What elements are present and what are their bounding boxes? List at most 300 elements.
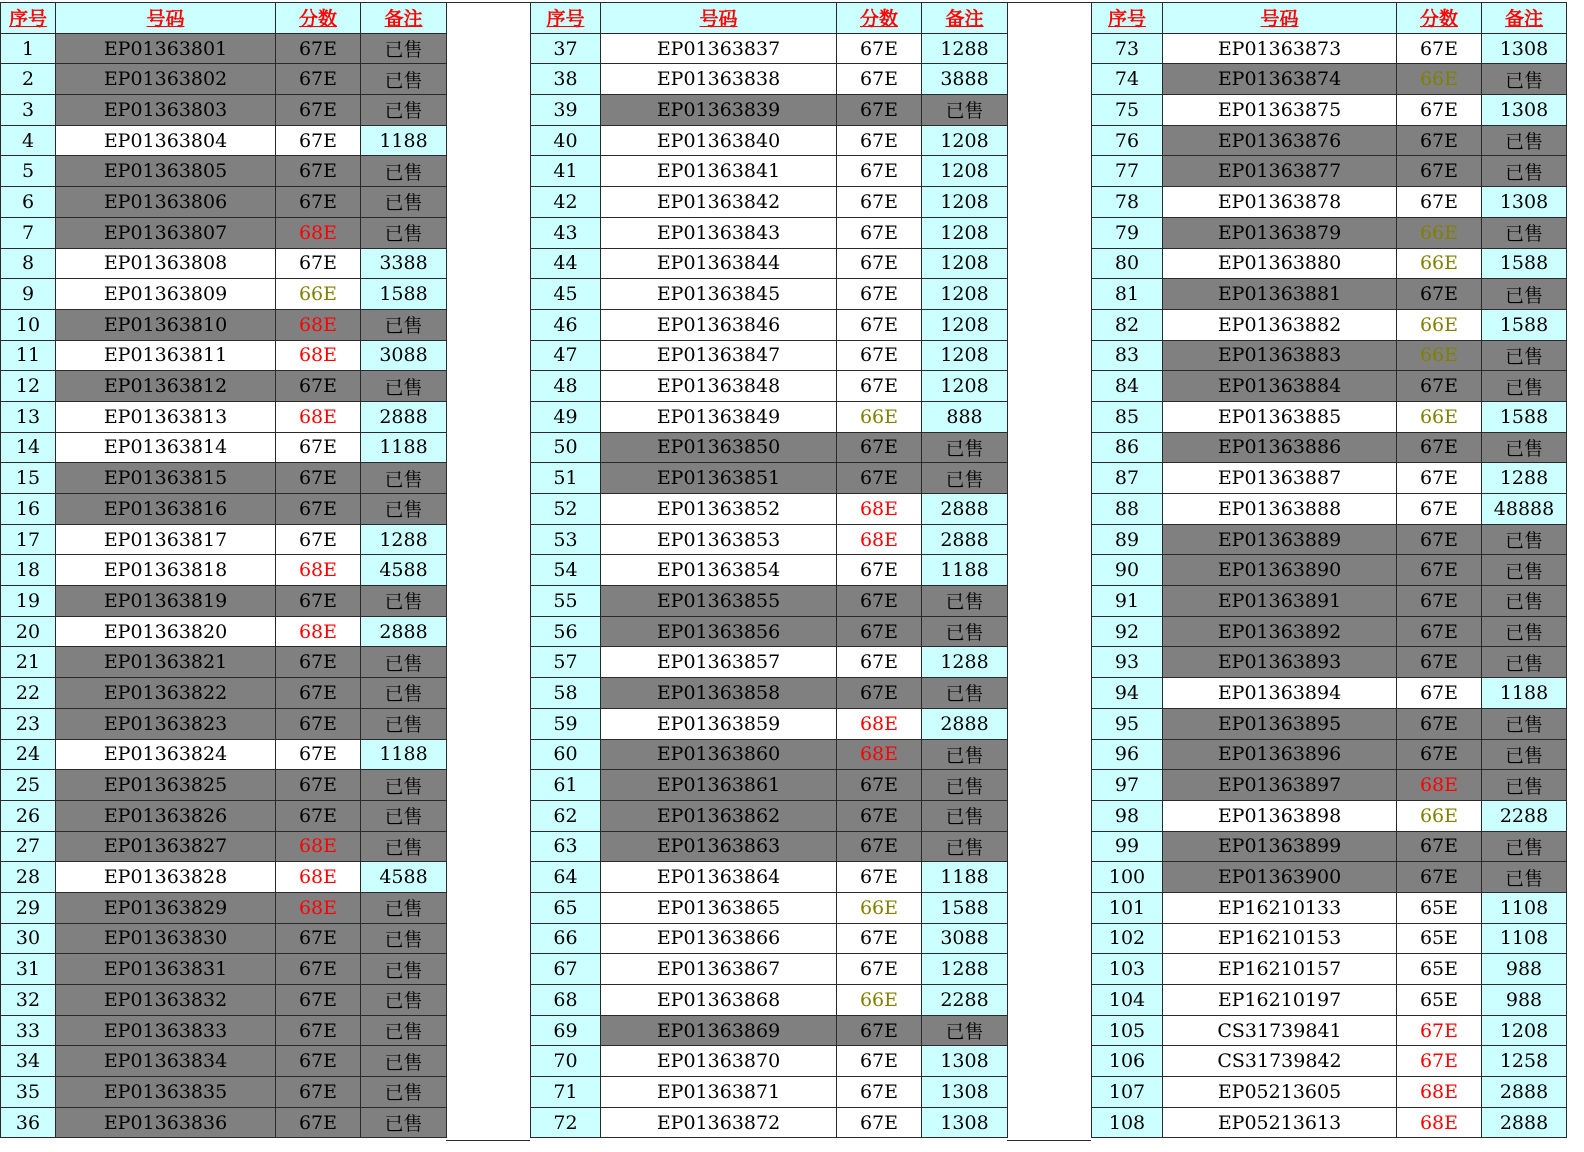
row-note: 已售 [361, 1077, 447, 1108]
row-seq: 97 [1092, 770, 1163, 801]
row-number: EP01363803 [56, 95, 276, 126]
row-number: EP01363852 [601, 494, 837, 525]
row-seq: 3 [1, 95, 56, 126]
row-score: 67E [276, 954, 361, 985]
table-row [531, 647, 1008, 678]
table-row [1092, 555, 1567, 586]
row-note: 3088 [922, 923, 1008, 954]
row-score: 67E [276, 156, 361, 187]
row-score: 67E [1397, 862, 1482, 893]
row-score: 66E [837, 985, 922, 1016]
table-row [1092, 1077, 1567, 1108]
row-number: EP01363889 [1163, 524, 1397, 555]
row-note: 已售 [361, 708, 447, 739]
row-score: 67E [1397, 463, 1482, 494]
row-score: 66E [1397, 309, 1482, 340]
row-score: 67E [276, 494, 361, 525]
gap-1 [446, 2, 530, 1141]
table-row [1092, 33, 1567, 64]
table-row [1, 586, 447, 617]
row-score: 68E [276, 401, 361, 432]
row-score: 67E [276, 463, 361, 494]
row-note: 1308 [1482, 187, 1567, 218]
row-note: 1308 [1482, 95, 1567, 126]
row-score: 68E [276, 862, 361, 893]
row-seq: 88 [1092, 494, 1163, 525]
row-score: 67E [276, 33, 361, 64]
row-note: 1588 [1482, 248, 1567, 279]
row-seq: 50 [531, 432, 601, 463]
row-number: EP01363880 [1163, 248, 1397, 279]
row-seq: 99 [1092, 831, 1163, 862]
row-note: 1308 [922, 1046, 1008, 1077]
row-number: EP01363884 [1163, 371, 1397, 402]
row-note: 988 [1482, 985, 1567, 1016]
row-seq: 89 [1092, 524, 1163, 555]
row-note: 已售 [1482, 524, 1567, 555]
row-number: EP16210133 [1163, 892, 1397, 923]
row-number: EP01363877 [1163, 156, 1397, 187]
row-note: 2888 [922, 494, 1008, 525]
row-note: 已售 [361, 586, 447, 617]
row-seq: 58 [531, 678, 601, 709]
row-seq: 81 [1092, 279, 1163, 310]
row-score: 68E [276, 340, 361, 371]
table-row [1092, 125, 1567, 156]
row-note: 已售 [361, 371, 447, 402]
row-number: EP01363859 [601, 708, 837, 739]
table-row [531, 862, 1008, 893]
row-note: 已售 [361, 1046, 447, 1077]
row-score: 68E [276, 616, 361, 647]
row-number: EP01363821 [56, 647, 276, 678]
row-note: 1208 [922, 187, 1008, 218]
row-score: 67E [276, 800, 361, 831]
row-seq: 69 [531, 1015, 601, 1046]
row-number: EP01363878 [1163, 187, 1397, 218]
row-note: 已售 [361, 647, 447, 678]
row-seq: 60 [531, 739, 601, 770]
row-seq: 102 [1092, 923, 1163, 954]
table-row [1092, 95, 1567, 126]
row-score: 67E [276, 770, 361, 801]
table-row [1, 616, 447, 647]
table-row [531, 248, 1008, 279]
row-seq: 67 [531, 954, 601, 985]
row-seq: 5 [1, 156, 56, 187]
row-score: 67E [837, 770, 922, 801]
row-seq: 52 [531, 494, 601, 525]
row-note: 已售 [361, 800, 447, 831]
row-note: 已售 [1482, 770, 1567, 801]
row-seq: 80 [1092, 248, 1163, 279]
row-number: EP01363886 [1163, 432, 1397, 463]
table-row [531, 64, 1008, 95]
row-seq: 2 [1, 64, 56, 95]
table-row [1, 340, 447, 371]
row-note: 1588 [361, 279, 447, 310]
row-number: EP01363872 [601, 1107, 837, 1138]
table-row [531, 187, 1008, 218]
row-number: EP01363882 [1163, 309, 1397, 340]
table-row [531, 279, 1008, 310]
table-row [531, 463, 1008, 494]
row-note: 已售 [922, 678, 1008, 709]
row-score: 67E [276, 1015, 361, 1046]
row-seq: 107 [1092, 1077, 1163, 1108]
row-score: 67E [837, 1015, 922, 1046]
row-score: 67E [837, 156, 922, 187]
table-row [1, 708, 447, 739]
row-number: EP01363868 [601, 985, 837, 1016]
row-score: 68E [276, 217, 361, 248]
table-row [531, 401, 1008, 432]
row-seq: 68 [531, 985, 601, 1016]
row-seq: 77 [1092, 156, 1163, 187]
row-note: 1208 [922, 248, 1008, 279]
row-note: 已售 [922, 800, 1008, 831]
row-number: EP01363817 [56, 524, 276, 555]
row-note: 已售 [922, 586, 1008, 617]
row-score: 65E [1397, 954, 1482, 985]
table-row [1, 831, 447, 862]
row-seq: 25 [1, 770, 56, 801]
row-note: 1308 [922, 1077, 1008, 1108]
table-row [1092, 586, 1567, 617]
row-number: EP01363822 [56, 678, 276, 709]
row-note: 已售 [361, 33, 447, 64]
row-note: 2888 [1482, 1107, 1567, 1138]
table-row [1092, 1046, 1567, 1077]
row-number: EP01363839 [601, 95, 837, 126]
row-seq: 62 [531, 800, 601, 831]
row-note: 已售 [361, 95, 447, 126]
row-score: 67E [1397, 1015, 1482, 1046]
table-row [531, 340, 1008, 371]
table-row [1092, 248, 1567, 279]
row-number: EP01363865 [601, 892, 837, 923]
row-number: EP01363815 [56, 463, 276, 494]
header-num: 号码 [1163, 3, 1397, 34]
table-row [531, 217, 1008, 248]
header-score: 分数 [837, 3, 922, 34]
row-note: 已售 [1482, 831, 1567, 862]
row-score: 67E [837, 831, 922, 862]
table-row [1, 371, 447, 402]
table-row [531, 524, 1008, 555]
row-note: 2288 [922, 985, 1008, 1016]
table-row [1092, 739, 1567, 770]
row-note: 1288 [922, 33, 1008, 64]
row-number: EP01363879 [1163, 217, 1397, 248]
row-seq: 34 [1, 1046, 56, 1077]
table-block-1 [0, 2, 447, 1138]
row-number: EP01363895 [1163, 708, 1397, 739]
row-number: EP01363809 [56, 279, 276, 310]
row-note: 已售 [1482, 371, 1567, 402]
row-score: 67E [1397, 555, 1482, 586]
table-row [1092, 892, 1567, 923]
row-number: EP01363819 [56, 586, 276, 617]
row-note: 1188 [922, 862, 1008, 893]
table-row [1, 64, 447, 95]
row-number: EP01363829 [56, 892, 276, 923]
row-note: 4588 [361, 555, 447, 586]
row-note: 已售 [1482, 217, 1567, 248]
row-note: 1108 [1482, 923, 1567, 954]
row-seq: 36 [1, 1107, 56, 1138]
row-number: EP01363869 [601, 1015, 837, 1046]
row-number: EP01363808 [56, 248, 276, 279]
row-score: 67E [276, 647, 361, 678]
row-score: 68E [1397, 1107, 1482, 1138]
table-row [1092, 401, 1567, 432]
row-number: EP01363845 [601, 279, 837, 310]
row-note: 已售 [1482, 586, 1567, 617]
row-seq: 27 [1, 831, 56, 862]
row-seq: 79 [1092, 217, 1163, 248]
row-seq: 32 [1, 985, 56, 1016]
table-row [1092, 340, 1567, 371]
row-note: 已售 [1482, 616, 1567, 647]
row-number: EP01363846 [601, 309, 837, 340]
row-note: 1208 [922, 340, 1008, 371]
row-number: EP01363883 [1163, 340, 1397, 371]
row-score: 67E [276, 1107, 361, 1138]
row-number: EP01363870 [601, 1046, 837, 1077]
row-note: 1188 [361, 125, 447, 156]
row-note: 已售 [1482, 156, 1567, 187]
row-number: EP01363861 [601, 770, 837, 801]
row-note: 3088 [361, 340, 447, 371]
row-number: EP01363890 [1163, 555, 1397, 586]
row-score: 67E [1397, 494, 1482, 525]
row-score: 67E [837, 340, 922, 371]
row-score: 67E [276, 524, 361, 555]
table-row [531, 770, 1008, 801]
row-number: EP01363854 [601, 555, 837, 586]
row-note: 2888 [1482, 1077, 1567, 1108]
table-row [1, 187, 447, 218]
row-note: 1288 [922, 954, 1008, 985]
row-score: 67E [837, 125, 922, 156]
row-seq: 48 [531, 371, 601, 402]
row-score: 67E [1397, 831, 1482, 862]
row-seq: 53 [531, 524, 601, 555]
row-seq: 61 [531, 770, 601, 801]
row-number: EP01363810 [56, 309, 276, 340]
table-row [1092, 800, 1567, 831]
row-number: EP01363807 [56, 217, 276, 248]
row-note: 2888 [361, 401, 447, 432]
row-note: 已售 [1482, 647, 1567, 678]
row-score: 67E [1397, 187, 1482, 218]
row-number: EP01363849 [601, 401, 837, 432]
table-row [1092, 770, 1567, 801]
row-number: EP01363881 [1163, 279, 1397, 310]
row-score: 68E [276, 892, 361, 923]
row-seq: 95 [1092, 708, 1163, 739]
row-note: 1108 [1482, 892, 1567, 923]
row-number: EP01363840 [601, 125, 837, 156]
row-note: 已售 [1482, 739, 1567, 770]
row-score: 67E [1397, 739, 1482, 770]
header-row [1092, 3, 1567, 34]
table-row [1, 463, 447, 494]
table-row [531, 586, 1008, 617]
row-note: 1288 [361, 524, 447, 555]
row-seq: 96 [1092, 739, 1163, 770]
row-number: EP01363824 [56, 739, 276, 770]
row-number: EP01363862 [601, 800, 837, 831]
row-seq: 31 [1, 954, 56, 985]
row-score: 66E [837, 401, 922, 432]
row-score: 66E [1397, 248, 1482, 279]
row-score: 66E [1397, 401, 1482, 432]
row-seq: 92 [1092, 616, 1163, 647]
table-row [531, 1046, 1008, 1077]
table-block-3 [1091, 2, 1567, 1138]
table-row [1092, 494, 1567, 525]
row-note: 已售 [361, 309, 447, 340]
row-number: EP01363897 [1163, 770, 1397, 801]
header-seq: 序号 [1, 3, 56, 34]
table-row [1092, 156, 1567, 187]
row-score: 65E [1397, 985, 1482, 1016]
row-score: 67E [276, 739, 361, 770]
table-row [531, 708, 1008, 739]
row-number: EP01363825 [56, 770, 276, 801]
row-seq: 51 [531, 463, 601, 494]
row-number: EP01363804 [56, 125, 276, 156]
row-score: 67E [837, 1046, 922, 1077]
row-score: 67E [1397, 371, 1482, 402]
table-row [1092, 371, 1567, 402]
row-note: 已售 [1482, 64, 1567, 95]
table-row [531, 1077, 1008, 1108]
table-row [531, 954, 1008, 985]
row-score: 67E [276, 678, 361, 709]
table-row [1, 248, 447, 279]
row-score: 67E [837, 279, 922, 310]
table-row [1092, 923, 1567, 954]
header-seq: 序号 [531, 3, 601, 34]
row-score: 67E [837, 33, 922, 64]
row-seq: 30 [1, 923, 56, 954]
row-number: EP01363802 [56, 64, 276, 95]
row-number: EP01363833 [56, 1015, 276, 1046]
row-score: 67E [837, 678, 922, 709]
row-number: EP01363863 [601, 831, 837, 862]
row-seq: 47 [531, 340, 601, 371]
row-note: 988 [1482, 954, 1567, 985]
row-score: 68E [837, 524, 922, 555]
row-note: 1258 [1482, 1046, 1567, 1077]
table-row [1092, 463, 1567, 494]
table-row [1, 309, 447, 340]
table-row [531, 831, 1008, 862]
row-seq: 4 [1, 125, 56, 156]
row-number: EP01363855 [601, 586, 837, 617]
row-number: EP16210157 [1163, 954, 1397, 985]
row-score: 68E [276, 309, 361, 340]
row-number: EP01363900 [1163, 862, 1397, 893]
row-number: EP01363888 [1163, 494, 1397, 525]
table-row [1092, 954, 1567, 985]
row-score: 66E [837, 892, 922, 923]
table-row [1092, 1107, 1567, 1138]
row-seq: 101 [1092, 892, 1163, 923]
row-number: EP01363848 [601, 371, 837, 402]
row-seq: 84 [1092, 371, 1163, 402]
row-score: 67E [1397, 156, 1482, 187]
header-note: 备注 [361, 3, 447, 34]
table-row [531, 371, 1008, 402]
row-number: EP01363838 [601, 64, 837, 95]
row-seq: 41 [531, 156, 601, 187]
table-row [531, 892, 1008, 923]
table-row [1, 739, 447, 770]
row-score: 68E [837, 739, 922, 770]
row-number: EP01363853 [601, 524, 837, 555]
table-row [1, 494, 447, 525]
row-seq: 100 [1092, 862, 1163, 893]
row-score: 65E [1397, 923, 1482, 954]
row-seq: 11 [1, 340, 56, 371]
row-score: 67E [276, 95, 361, 126]
row-note: 已售 [1482, 862, 1567, 893]
row-seq: 104 [1092, 985, 1163, 1016]
row-seq: 108 [1092, 1107, 1163, 1138]
row-score: 67E [837, 432, 922, 463]
row-seq: 44 [531, 248, 601, 279]
row-note: 已售 [361, 1015, 447, 1046]
row-number: EP01363851 [601, 463, 837, 494]
row-score: 67E [276, 371, 361, 402]
table-row [1, 401, 447, 432]
table-row [1, 1107, 447, 1138]
table-row [531, 309, 1008, 340]
row-note: 已售 [361, 770, 447, 801]
row-seq: 85 [1092, 401, 1163, 432]
row-number: EP01363850 [601, 432, 837, 463]
row-score: 67E [1397, 1046, 1482, 1077]
row-number: EP01363841 [601, 156, 837, 187]
table-row [1, 647, 447, 678]
table-row [1092, 616, 1567, 647]
row-seq: 28 [1, 862, 56, 893]
row-note: 已售 [1482, 125, 1567, 156]
row-score: 67E [837, 217, 922, 248]
table-row [1092, 708, 1567, 739]
row-seq: 82 [1092, 309, 1163, 340]
row-note: 1208 [922, 125, 1008, 156]
table-row [531, 678, 1008, 709]
row-number: EP01363813 [56, 401, 276, 432]
row-seq: 86 [1092, 432, 1163, 463]
row-score: 67E [276, 708, 361, 739]
table-row [1, 985, 447, 1016]
row-score: 67E [837, 647, 922, 678]
row-note: 已售 [922, 1015, 1008, 1046]
row-note: 已售 [922, 616, 1008, 647]
header-row [1, 3, 447, 34]
row-note: 2888 [922, 708, 1008, 739]
row-number: EP01363831 [56, 954, 276, 985]
row-note: 已售 [361, 217, 447, 248]
row-note: 已售 [1482, 432, 1567, 463]
row-number: EP01363835 [56, 1077, 276, 1108]
